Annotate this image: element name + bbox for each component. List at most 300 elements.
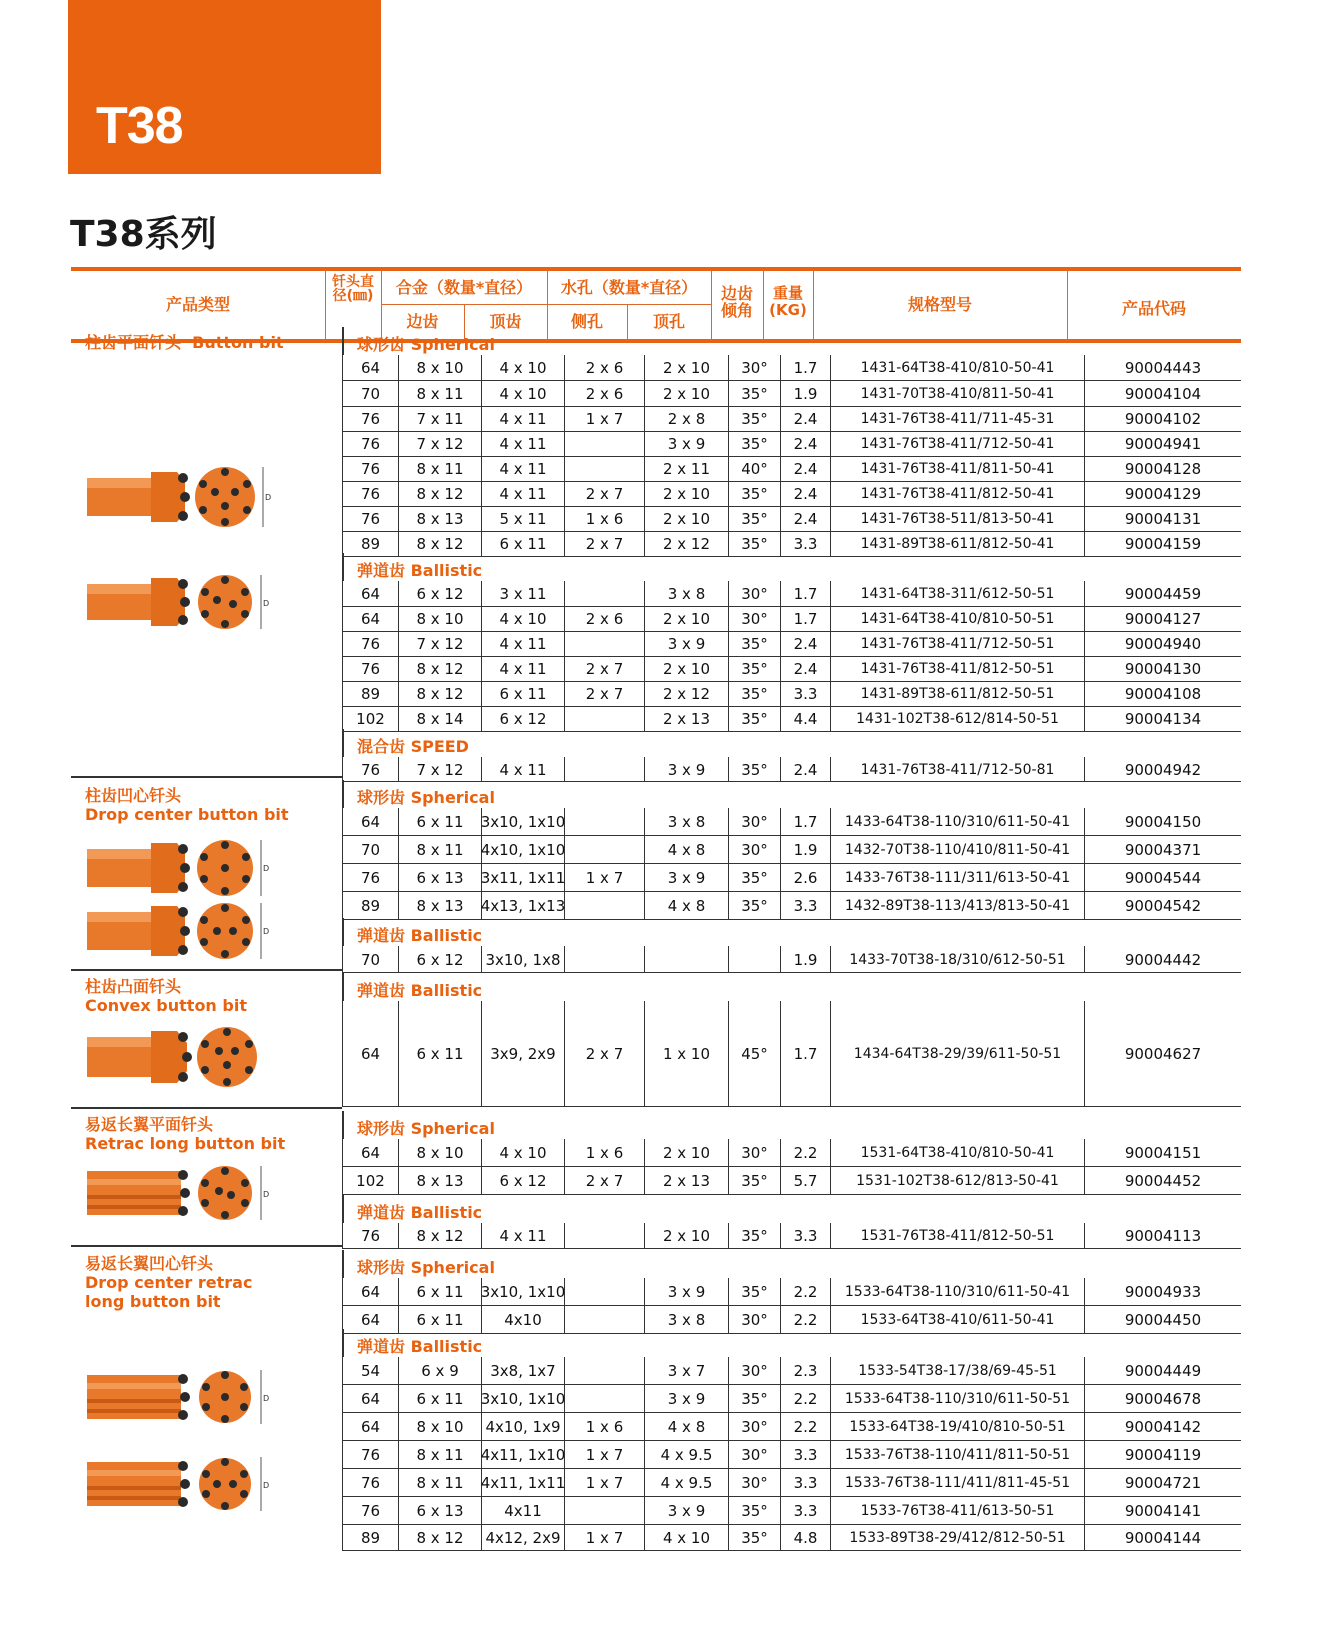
table-row <box>342 757 1241 782</box>
table-row <box>342 1139 1241 1167</box>
cell-hole-side <box>564 1278 644 1306</box>
cell-weight: 2.3 <box>780 1357 830 1385</box>
cell-angle: 35° <box>728 1525 780 1551</box>
cell-alloy-side: 7 x 12 <box>398 431 481 457</box>
header-divider <box>381 304 711 305</box>
cell-spec: 1533-54T38-17/38/69-45-51 <box>830 1357 1084 1385</box>
cell-alloy-side: 8 x 11 <box>398 836 481 864</box>
cell-hole-side <box>564 431 644 457</box>
cell-alloy-top: 4 x 10 <box>481 381 564 407</box>
cell-hole-side <box>564 757 644 782</box>
cell-angle: 35° <box>728 656 780 682</box>
cell-code: 90004131 <box>1084 506 1241 532</box>
header-spec: 规格型号 <box>907 295 972 314</box>
cell-diameter: 89 <box>342 892 398 920</box>
cell-code: 90004159 <box>1084 531 1241 557</box>
cell-alloy-side: 8 x 10 <box>398 1413 481 1441</box>
bit-illustration <box>85 900 275 962</box>
cell-diameter: 64 <box>342 1413 398 1441</box>
header-weight: 重量(KG) <box>769 284 807 319</box>
cell-angle: 30° <box>728 836 780 864</box>
cell-diameter: 76 <box>342 506 398 532</box>
cell-hole-top: 3 x 9 <box>644 1497 728 1525</box>
row-divider <box>342 731 1241 733</box>
drop-center-retrac-bit-image <box>85 1365 275 1434</box>
cell-hole-top: 3 x 9 <box>644 757 728 782</box>
cell-spec: 1431-89T38-611/812-50-41 <box>830 531 1084 557</box>
button-bit-spherical-image <box>85 462 275 537</box>
cell-spec: 1431-76T38-411/811-50-41 <box>830 456 1084 482</box>
section-divider <box>71 776 342 778</box>
bit-illustration <box>85 837 275 899</box>
cell-hole-top: 4 x 10 <box>644 1525 728 1551</box>
section-label-cn: 柱齿凸面钎头 <box>85 977 182 996</box>
cell-angle: 30° <box>728 1306 780 1334</box>
cell-alloy-top: 3x10, 1x8 <box>481 946 564 973</box>
cell-spec: 1533-76T38-411/613-50-51 <box>830 1497 1084 1525</box>
cell-alloy-top: 5 x 11 <box>481 506 564 532</box>
cell-code: 90004119 <box>1084 1441 1241 1469</box>
cell-weight: 3.3 <box>780 1497 830 1525</box>
bit-illustration <box>85 462 275 532</box>
row-divider <box>342 781 1241 783</box>
cell-alloy-side: 6 x 13 <box>398 864 481 892</box>
table-row <box>342 1357 1241 1385</box>
cell-code: 90004150 <box>1084 808 1241 836</box>
table-row <box>342 355 1241 381</box>
cell-alloy-top: 4 x 11 <box>481 656 564 682</box>
cell-code: 90004142 <box>1084 1413 1241 1441</box>
cell-spec: 1531-102T38-612/813-50-41 <box>830 1167 1084 1195</box>
cell-hole-side <box>564 631 644 657</box>
header-diameter: 钎头直径(㎜) <box>332 274 374 304</box>
cell-alloy-top: 4 x 11 <box>481 631 564 657</box>
cell-alloy-side: 8 x 12 <box>398 656 481 682</box>
cell-weight: 3.3 <box>780 681 830 707</box>
cell-spec: 1531-64T38-410/810-50-41 <box>830 1139 1084 1167</box>
cell-weight: 1.9 <box>780 381 830 407</box>
cell-alloy-side: 6 x 12 <box>398 946 481 973</box>
cell-diameter: 64 <box>342 1385 398 1413</box>
cell-hole-top: 4 x 8 <box>644 836 728 864</box>
cell-code: 90004544 <box>1084 864 1241 892</box>
cell-angle: 35° <box>728 506 780 532</box>
cell-code: 90004721 <box>1084 1469 1241 1497</box>
cell-hole-top: 3 x 9 <box>644 431 728 457</box>
header-alloy: 合金（数量*直径） <box>395 278 533 297</box>
table-row <box>342 531 1241 557</box>
cell-alloy-side: 8 x 12 <box>398 1525 481 1551</box>
header-hole: 水孔（数量*直径） <box>560 278 698 297</box>
bit-illustration <box>85 1025 275 1089</box>
cell-alloy-side: 8 x 12 <box>398 1223 481 1249</box>
cell-alloy-side: 8 x 10 <box>398 355 481 381</box>
drop-center-retrac-bit-image <box>85 1452 275 1521</box>
header-hole-top: 顶孔 <box>652 312 685 331</box>
cell-alloy-side: 8 x 11 <box>398 1469 481 1497</box>
cell-diameter: 70 <box>342 836 398 864</box>
cell-spec: 1432-70T38-110/410/811-50-41 <box>830 836 1084 864</box>
subheader-spherical: 球形齿 Spherical <box>342 327 1241 355</box>
bit-illustration <box>85 1365 275 1429</box>
button-bit-ballistic-image <box>85 572 275 637</box>
section-divider <box>71 969 342 971</box>
section-label-cn: 柱齿凹心钎头 <box>85 786 182 805</box>
page-title: T38系列 <box>70 214 217 255</box>
cell-hole-top: 2 x 10 <box>644 381 728 407</box>
cell-code: 90004127 <box>1084 606 1241 632</box>
cell-weight: 2.2 <box>780 1413 830 1441</box>
banner-title: T38 <box>96 97 183 155</box>
cell-spec: 1533-76T38-110/411/811-50-51 <box>830 1441 1084 1469</box>
cell-alloy-top: 4 x 11 <box>481 456 564 482</box>
header-code: 产品代码 <box>1121 299 1186 318</box>
cell-diameter: 54 <box>342 1357 398 1385</box>
cell-alloy-side: 7 x 12 <box>398 757 481 782</box>
cell-code: 90004452 <box>1084 1167 1241 1195</box>
cell-hole-top: 1 x 10 <box>644 1001 728 1107</box>
row-divider <box>342 972 1241 974</box>
header-type: 产品类型 <box>165 295 230 314</box>
cell-diameter: 89 <box>342 1525 398 1551</box>
table-row <box>342 1385 1241 1413</box>
subheader-spherical: 球形齿 Spherical <box>342 1111 1241 1139</box>
cell-angle: 30° <box>728 808 780 836</box>
cell-hole-side <box>564 946 644 973</box>
cell-weight: 5.7 <box>780 1167 830 1195</box>
cell-diameter: 89 <box>342 681 398 707</box>
cell-hole-side: 2 x 7 <box>564 1001 644 1107</box>
row-divider <box>342 1106 1241 1108</box>
svg-text:D: D <box>263 1190 270 1199</box>
cell-spec: 1533-64T38-110/310/611-50-41 <box>830 1278 1084 1306</box>
row-divider <box>342 919 1241 921</box>
cell-weight: 2.4 <box>780 456 830 482</box>
cell-angle <box>728 946 780 973</box>
cell-code: 90004459 <box>1084 581 1241 607</box>
section-label <box>85 786 305 824</box>
cell-alloy-side: 8 x 10 <box>398 1139 481 1167</box>
section-label-en: Drop center retrac long button bit <box>85 1273 253 1311</box>
table-row <box>342 1306 1241 1334</box>
cell-hole-side <box>564 1385 644 1413</box>
cell-angle: 30° <box>728 355 780 381</box>
cell-alloy-side: 8 x 12 <box>398 481 481 507</box>
table-row <box>342 1278 1241 1306</box>
bit-illustration <box>85 572 275 632</box>
svg-text:D: D <box>263 927 270 936</box>
cell-code: 90004371 <box>1084 836 1241 864</box>
cell-diameter: 76 <box>342 481 398 507</box>
cell-alloy-top: 4x10, 1x9 <box>481 1413 564 1441</box>
cell-spec: 1533-64T38-110/310/611-50-51 <box>830 1385 1084 1413</box>
cell-spec: 1533-89T38-29/412/812-50-51 <box>830 1525 1084 1551</box>
cell-weight: 3.3 <box>780 1469 830 1497</box>
cell-code: 90004104 <box>1084 381 1241 407</box>
cell-weight: 4.4 <box>780 706 830 732</box>
cell-diameter: 89 <box>342 531 398 557</box>
drop-center-bit-image <box>85 837 275 904</box>
cell-diameter: 64 <box>342 808 398 836</box>
cell-spec: 1431-76T38-411/711-45-31 <box>830 406 1084 432</box>
header-banner <box>68 0 381 174</box>
cell-weight: 3.3 <box>780 531 830 557</box>
cell-angle: 35° <box>728 431 780 457</box>
cell-alloy-top: 3x8, 1x7 <box>481 1357 564 1385</box>
cell-alloy-side: 8 x 14 <box>398 706 481 732</box>
cell-hole-side: 1 x 6 <box>564 1413 644 1441</box>
cell-alloy-side: 8 x 11 <box>398 381 481 407</box>
cell-weight: 1.9 <box>780 946 830 973</box>
cell-hole-top: 2 x 13 <box>644 706 728 732</box>
cell-angle: 35° <box>728 1385 780 1413</box>
cell-code: 90004144 <box>1084 1525 1241 1551</box>
cell-hole-side <box>564 1223 644 1249</box>
cell-angle: 35° <box>728 531 780 557</box>
cell-spec: 1431-89T38-611/812-50-51 <box>830 681 1084 707</box>
cell-alloy-side: 8 x 11 <box>398 1441 481 1469</box>
cell-alloy-top: 4 x 11 <box>481 757 564 782</box>
cell-hole-side <box>564 1306 644 1334</box>
cell-hole-side: 1 x 6 <box>564 506 644 532</box>
cell-hole-side <box>564 808 644 836</box>
cell-code: 90004102 <box>1084 406 1241 432</box>
cell-code: 90004151 <box>1084 1139 1241 1167</box>
table-row <box>342 456 1241 482</box>
cell-weight: 3.3 <box>780 1441 830 1469</box>
cell-hole-top: 3 x 9 <box>644 631 728 657</box>
cell-alloy-side: 8 x 11 <box>398 456 481 482</box>
svg-text:D: D <box>265 493 272 502</box>
cell-code: 90004443 <box>1084 355 1241 381</box>
cell-diameter: 102 <box>342 706 398 732</box>
cell-alloy-top: 3x10, 1x10 <box>481 1278 564 1306</box>
cell-weight: 1.7 <box>780 1001 830 1107</box>
bit-illustration <box>85 1452 275 1516</box>
cell-alloy-side: 7 x 12 <box>398 631 481 657</box>
cell-angle: 40° <box>728 456 780 482</box>
convex-bit-image <box>85 1025 275 1094</box>
cell-angle: 30° <box>728 1441 780 1469</box>
section-label <box>85 977 305 1015</box>
cell-hole-top: 3 x 9 <box>644 1278 728 1306</box>
cell-alloy-top: 3x11, 1x11 <box>481 864 564 892</box>
cell-alloy-side: 6 x 11 <box>398 1306 481 1334</box>
cell-weight: 1.7 <box>780 355 830 381</box>
cell-angle: 35° <box>728 406 780 432</box>
cell-hole-top: 2 x 10 <box>644 1139 728 1167</box>
cell-hole-side <box>564 1357 644 1385</box>
cell-code: 90004627 <box>1084 1001 1241 1107</box>
subheader-ballistic: 弹道齿 Ballistic <box>342 973 1241 1001</box>
cell-alloy-top: 4x11 <box>481 1497 564 1525</box>
cell-weight: 2.4 <box>780 406 830 432</box>
cell-angle: 30° <box>728 606 780 632</box>
cell-hole-side: 2 x 6 <box>564 381 644 407</box>
cell-diameter: 70 <box>342 946 398 973</box>
cell-alloy-top: 4x13, 1x13 <box>481 892 564 920</box>
cell-alloy-side: 8 x 12 <box>398 681 481 707</box>
subheader-ballistic: 弹道齿 Ballistic <box>342 1195 1241 1223</box>
cell-spec: 1431-102T38-612/814-50-51 <box>830 706 1084 732</box>
header-hole-side: 侧孔 <box>570 312 603 331</box>
cell-angle: 35° <box>728 1278 780 1306</box>
cell-angle: 35° <box>728 631 780 657</box>
cell-alloy-top: 4 x 11 <box>481 481 564 507</box>
cell-code: 90004941 <box>1084 431 1241 457</box>
cell-alloy-top: 6 x 11 <box>481 681 564 707</box>
cell-weight: 2.4 <box>780 757 830 782</box>
cell-diameter: 76 <box>342 1441 398 1469</box>
section-label-en: Button bit <box>192 333 284 352</box>
cell-diameter: 64 <box>342 581 398 607</box>
cell-alloy-top: 6 x 11 <box>481 531 564 557</box>
cell-weight: 2.2 <box>780 1385 830 1413</box>
cell-weight: 1.7 <box>780 808 830 836</box>
row-divider <box>342 1333 1241 1335</box>
section-label <box>85 1254 285 1311</box>
header-divider <box>325 271 326 339</box>
cell-weight: 2.4 <box>780 481 830 507</box>
cell-weight: 1.7 <box>780 606 830 632</box>
cell-diameter: 76 <box>342 864 398 892</box>
cell-diameter: 76 <box>342 757 398 782</box>
cell-code: 90004542 <box>1084 892 1241 920</box>
cell-alloy-top: 4x10, 1x10 <box>481 836 564 864</box>
cell-angle: 45° <box>728 1001 780 1107</box>
cell-alloy-top: 4 x 11 <box>481 431 564 457</box>
section-label-en: Retrac long button bit <box>85 1134 286 1153</box>
table-row <box>342 1223 1241 1249</box>
cell-diameter: 76 <box>342 406 398 432</box>
cell-hole-side: 2 x 7 <box>564 481 644 507</box>
cell-hole-side: 2 x 7 <box>564 656 644 682</box>
cell-diameter: 76 <box>342 456 398 482</box>
cell-alloy-side: 8 x 10 <box>398 606 481 632</box>
table-row <box>342 631 1241 657</box>
cell-code: 90004128 <box>1084 456 1241 482</box>
table-row <box>342 481 1241 507</box>
cell-weight: 4.8 <box>780 1525 830 1551</box>
cell-code: 90004442 <box>1084 946 1241 973</box>
cell-angle: 35° <box>728 381 780 407</box>
drop-center-bit-image <box>85 900 275 967</box>
cell-hole-top: 3 x 7 <box>644 1357 728 1385</box>
cell-code: 90004449 <box>1084 1357 1241 1385</box>
subheader-spherical: 球形齿 Spherical <box>342 1250 1241 1278</box>
cell-hole-side: 1 x 7 <box>564 406 644 432</box>
subheader-ballistic: 弹道齿 Ballistic <box>342 1329 1241 1357</box>
cell-weight: 2.2 <box>780 1139 830 1167</box>
section-label <box>85 333 284 352</box>
cell-angle: 35° <box>728 1223 780 1249</box>
cell-alloy-top: 4 x 11 <box>481 406 564 432</box>
cell-angle: 30° <box>728 1139 780 1167</box>
cell-hole-side: 1 x 7 <box>564 1469 644 1497</box>
cell-alloy-side: 8 x 13 <box>398 892 481 920</box>
subheader-ballistic: 弹道齿 Ballistic <box>342 553 1241 581</box>
cell-spec: 1431-64T38-410/810-50-41 <box>830 355 1084 381</box>
cell-angle: 35° <box>728 892 780 920</box>
cell-hole-top: 3 x 9 <box>644 1385 728 1413</box>
cell-diameter: 64 <box>342 355 398 381</box>
table-row <box>342 681 1241 707</box>
row-divider <box>342 1248 1241 1250</box>
row-divider <box>342 1550 1241 1552</box>
cell-spec: 1431-76T38-411/712-50-51 <box>830 631 1084 657</box>
cell-spec: 1533-64T38-19/410/810-50-51 <box>830 1413 1084 1441</box>
table-row <box>342 1441 1241 1469</box>
table-row <box>342 381 1241 407</box>
cell-alloy-top: 4 x 10 <box>481 606 564 632</box>
cell-spec: 1431-76T38-511/813-50-41 <box>830 506 1084 532</box>
header-angle: 边齿倾角 <box>720 284 753 320</box>
section-label-cn: 易返长翼凹心钎头 <box>85 1254 214 1273</box>
cell-alloy-top: 4 x 11 <box>481 1223 564 1249</box>
cell-alloy-side: 6 x 12 <box>398 581 481 607</box>
cell-diameter: 70 <box>342 381 398 407</box>
cell-hole-top <box>644 946 728 973</box>
cell-code: 90004940 <box>1084 631 1241 657</box>
cell-hole-side: 2 x 6 <box>564 606 644 632</box>
cell-alloy-side: 6 x 13 <box>398 1497 481 1525</box>
cell-hole-top: 2 x 10 <box>644 355 728 381</box>
cell-hole-side <box>564 456 644 482</box>
cell-hole-top: 4 x 9.5 <box>644 1469 728 1497</box>
cell-alloy-side: 8 x 12 <box>398 531 481 557</box>
cell-spec: 1533-64T38-410/611-50-41 <box>830 1306 1084 1334</box>
cell-alloy-top: 3x9, 2x9 <box>481 1001 564 1107</box>
cell-code: 90004450 <box>1084 1306 1241 1334</box>
cell-alloy-top: 3x10, 1x10 <box>481 1385 564 1413</box>
svg-text:D: D <box>263 1481 270 1490</box>
row-divider <box>342 556 1241 558</box>
cell-weight: 3.3 <box>780 892 830 920</box>
table-row <box>342 581 1241 607</box>
cell-alloy-top: 4x12, 2x9 <box>481 1525 564 1551</box>
cell-hole-top: 2 x 10 <box>644 656 728 682</box>
cell-weight: 3.3 <box>780 1223 830 1249</box>
cell-weight: 2.2 <box>780 1278 830 1306</box>
table-row <box>342 1167 1241 1195</box>
cell-spec: 1433-70T38-18/310/612-50-51 <box>830 946 1084 973</box>
cell-alloy-top: 4x11, 1x10 <box>481 1441 564 1469</box>
header-alloy-top: 顶齿 <box>489 312 522 331</box>
table-row <box>342 1525 1241 1551</box>
cell-alloy-top: 3x10, 1x10 <box>481 808 564 836</box>
cell-angle: 35° <box>728 706 780 732</box>
cell-hole-top: 2 x 12 <box>644 681 728 707</box>
cell-hole-side: 1 x 7 <box>564 1525 644 1551</box>
cell-weight: 2.4 <box>780 506 830 532</box>
cell-code: 90004942 <box>1084 757 1241 782</box>
cell-diameter: 76 <box>342 1223 398 1249</box>
cell-angle: 35° <box>728 681 780 707</box>
table-row <box>342 706 1241 732</box>
cell-weight: 1.7 <box>780 581 830 607</box>
cell-spec: 1431-70T38-410/811-50-41 <box>830 381 1084 407</box>
cell-alloy-side: 8 x 13 <box>398 506 481 532</box>
table-row <box>342 946 1241 973</box>
cell-diameter: 76 <box>342 1497 398 1525</box>
cell-alloy-top: 4x10 <box>481 1306 564 1334</box>
cell-spec: 1433-64T38-110/310/611-50-41 <box>830 808 1084 836</box>
cell-angle: 35° <box>728 864 780 892</box>
cell-alloy-top: 3 x 11 <box>481 581 564 607</box>
table-row <box>342 431 1241 457</box>
table-row <box>342 864 1241 892</box>
cell-spec: 1431-76T38-411/712-50-41 <box>830 431 1084 457</box>
